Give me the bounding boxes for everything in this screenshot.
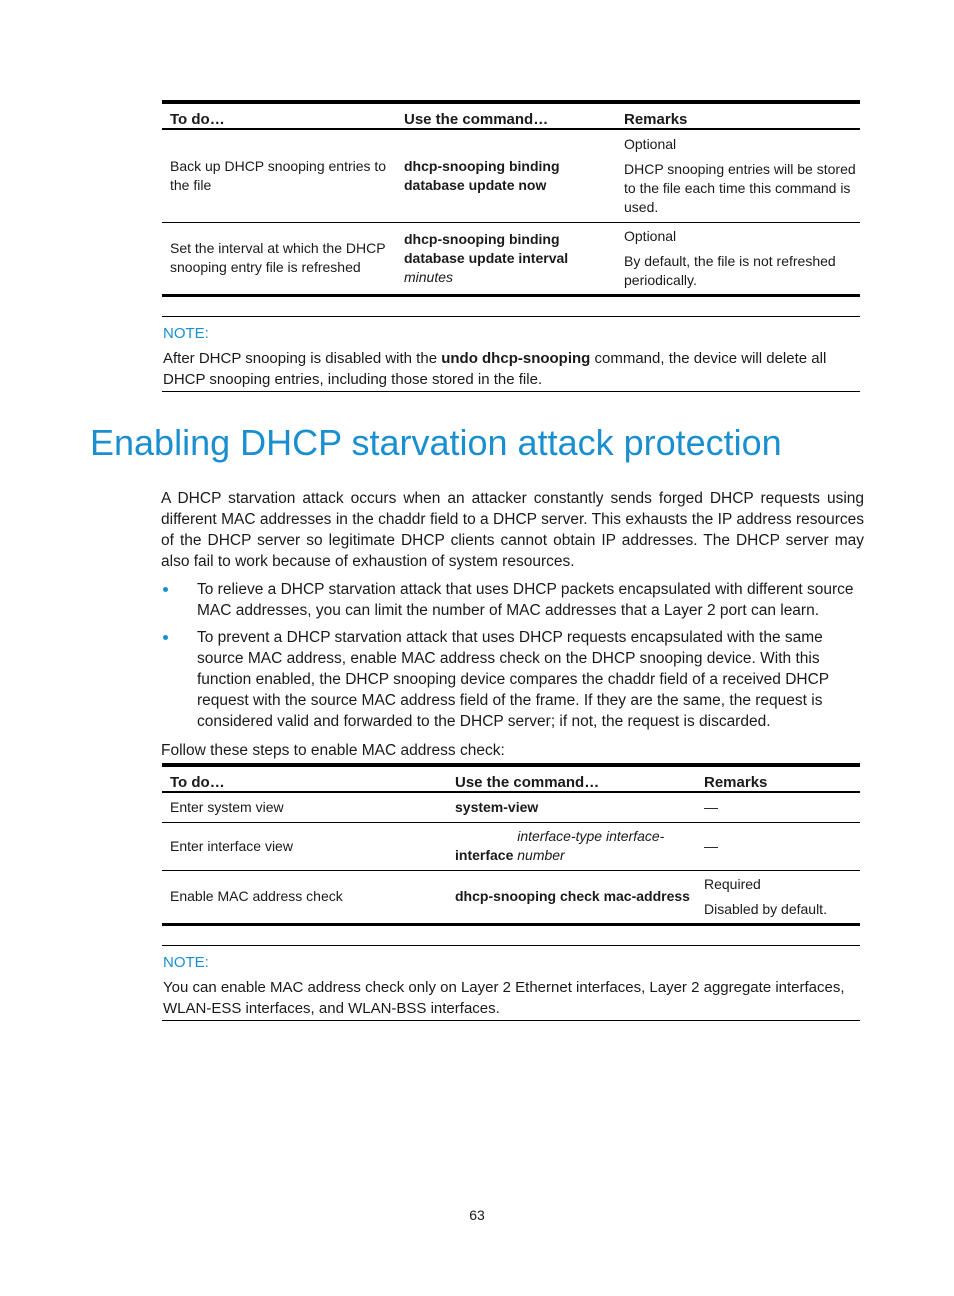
note-box-snooping	[162, 316, 860, 392]
bullet-list	[161, 579, 864, 738]
header-todo: To do…	[170, 111, 225, 128]
todo-cell: Enter system view	[170, 798, 284, 815]
note-command: undo dhcp-snooping	[441, 350, 591, 367]
section-title: Enabling DHCP starvation attack protection	[90, 422, 782, 463]
list-item-text: To relieve a DHCP starvation attack that uses DHCP packets encapsulated with different source MAC addresses, you can limit the number of MAC addresses that a Layer 2 port can learn.	[197, 581, 854, 619]
remarks-cell	[616, 222, 860, 295]
command-cell	[396, 222, 616, 295]
list-item-text: To prevent a DHCP starvation attack that uses DHCP requests encapsulated with the same source MAC address, enable MAC address check on the DHCP snooping device. With this function enabled, the DHCP snooping device compares the chaddr field of a received DHCP request with the source MAC address field of the frame. If they are the same, the request is considered valid and forwarded to the DHCP server; if not, the request is discarded.	[197, 629, 829, 730]
command-argument: minutes	[404, 268, 454, 285]
remarks-cell	[696, 870, 860, 924]
command-keyword: interface	[455, 847, 514, 863]
table-row	[162, 129, 860, 222]
note-text-part: command, the device will delete all DHCP snooping entries, including those stored in the file.	[163, 350, 827, 388]
note-text: You can enable MAC address check only on Layer 2 Ethernet interfaces, Layer 2 aggregate interfaces, WLAN-ESS interfaces, and WLAN-BSS interfaces.	[163, 979, 845, 1017]
table-row	[162, 822, 860, 870]
command-cell	[447, 792, 696, 822]
steps-intro: Follow these steps to enable MAC address check:	[161, 742, 505, 759]
command-table-backup	[162, 100, 860, 297]
command-table-mac-check	[162, 763, 860, 926]
remark-status: Required	[704, 875, 761, 892]
table-row	[162, 870, 860, 924]
command-keyword: dhcp-snooping binding database update interval	[404, 230, 569, 266]
command-keyword: dhcp-snooping check mac-address	[455, 888, 690, 904]
remarks-cell: —	[704, 837, 718, 854]
remark-detail: DHCP snooping entries will be stored to the file each time this command is used.	[624, 160, 856, 215]
table-row	[162, 222, 860, 295]
header-remarks: Remarks	[704, 774, 768, 791]
note-text	[163, 348, 860, 390]
header-todo: To do…	[170, 774, 225, 791]
remarks-cell: —	[704, 798, 718, 815]
command-argument: interface-type interface-number	[517, 828, 665, 863]
intro-paragraph: A DHCP starvation attack occurs when an attacker constantly sends forged DHCP requests using different MAC addresses in the chaddr field to a DHCP server. This exhausts the IP address resources of the DHCP server so legitimate DHCP clients cannot obtain IP addresses. The DHCP server may also fail to work because of exhaustion of system resources.	[161, 490, 864, 570]
todo-cell: Enable MAC address check	[170, 888, 343, 904]
table-row	[162, 792, 860, 822]
header-command: Use the command…	[404, 111, 549, 128]
list-item	[161, 627, 864, 732]
list-item	[161, 579, 864, 621]
table-header-row	[162, 102, 860, 129]
note-box-mac-check	[162, 945, 860, 1021]
bullet-icon	[163, 587, 168, 592]
command-cell	[396, 129, 616, 222]
todo-cell: Enter interface view	[170, 837, 293, 854]
command-cell	[447, 822, 696, 870]
command-keyword: system-view	[455, 798, 539, 815]
remark-detail: Disabled by default.	[704, 900, 827, 917]
remarks-cell	[616, 129, 860, 222]
table-header-row	[162, 765, 860, 792]
remark-status: Optional	[624, 135, 677, 152]
remark-detail: By default, the file is not refreshed periodically.	[624, 252, 836, 288]
note-label: NOTE:	[163, 325, 209, 342]
todo-cell: Back up DHCP snooping entries to the file	[170, 157, 387, 193]
remark-status: Optional	[624, 227, 677, 244]
bullet-icon	[163, 635, 168, 640]
command-cell	[447, 870, 696, 924]
page-number: 63	[469, 1207, 485, 1223]
todo-cell: Set the interval at which the DHCP snooping entry file is refreshed	[170, 240, 386, 275]
header-command: Use the command…	[455, 774, 600, 791]
note-text-part: After DHCP snooping is disabled with the	[163, 350, 442, 367]
note-label: NOTE:	[163, 954, 209, 971]
header-remarks: Remarks	[624, 111, 688, 128]
command-keyword: dhcp-snooping binding database update now	[404, 157, 560, 193]
